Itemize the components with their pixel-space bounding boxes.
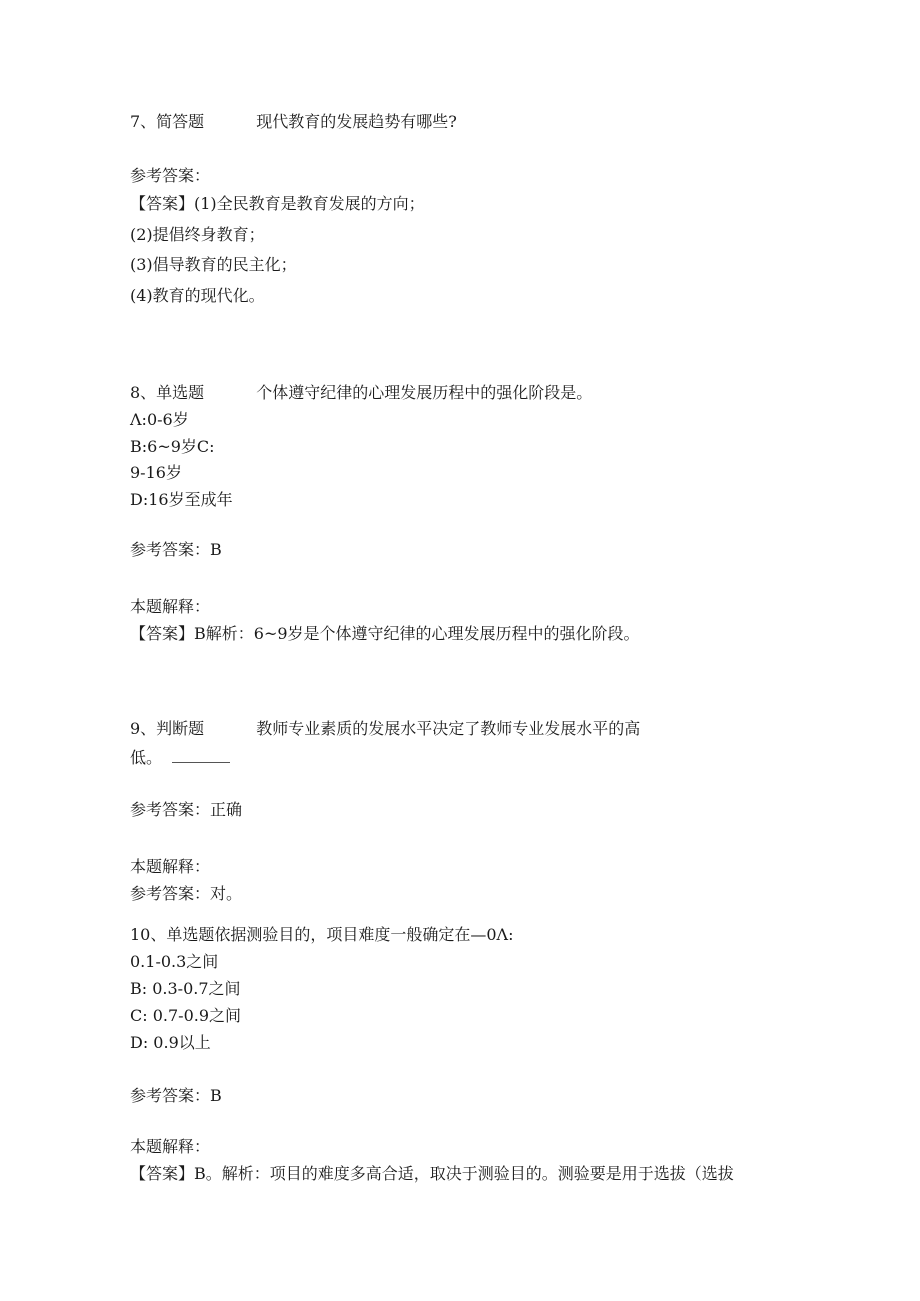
q7-answer-line-3: (3)倡导教育的民主化； [130,255,297,274]
q10-explain-text: 【答案】B。解析：项目的难度多高合适，取决于测验目的。测验要是用于选拔（选拔 [130,1164,734,1183]
q9-heading [130,719,640,739]
q9-question-text: 教师专业素质的发展水平决定了教师专业发展水平的高 [256,719,641,738]
q8-option-a: Λ:0-6岁 [130,410,189,429]
q8-question-text: 个体遵守纪律的心理发展历程中的强化阶段是。 [256,383,593,402]
q8-option-b-c: B:6~9岁C: [130,437,215,456]
q9-label: 9、判断题 [130,719,205,738]
q10-ref-answer: 参考答案：B [130,1086,222,1105]
q10-option-b: B: 0.3-0.7之间 [130,979,241,998]
q9-explain-label: 本题解释： [130,857,211,876]
q9-ref-answer: 参考答案：正确 [130,800,243,819]
q8-heading [130,383,592,403]
q8-option-c-cont: 9-16岁 [130,463,182,482]
q7-heading [130,112,457,132]
q7-label: 7、简答题 [130,112,205,131]
q7-answer-line-4: (4)教育的现代化。 [130,286,265,305]
q8-label: 8、单选题 [130,383,205,402]
q10-option-a: 0.1-0.3之间 [130,952,219,971]
q8-ref-answer: 参考答案：B [130,540,222,559]
q7-answer-line-2: (2)提倡终身教育； [130,225,265,244]
q9-answer-blank [172,750,230,763]
q8-option-d: D:16岁至成年 [130,490,233,509]
q8-explain-text: 【答案】B解析：6~9岁是个体遵守纪律的心理发展历程中的强化阶段。 [130,624,640,643]
q7-question-text: 现代教育的发展趋势有哪些? [256,112,457,131]
q10-option-c: C: 0.7-0.9之间 [130,1006,242,1025]
q7-ref-answer-label: 参考答案： [130,166,211,185]
q9-question-cont [130,748,230,768]
q9-explain-text: 参考答案：对。 [130,884,243,903]
q10-option-d: D: 0.9以上 [130,1033,211,1052]
q7-answer-line-1: 【答案】(1)全民教育是教育发展的方向； [130,194,425,213]
q10-explain-label: 本题解释： [130,1137,211,1156]
q8-explain-label: 本题解释： [130,597,211,616]
q9-question-text-cont: 低。 [130,748,163,767]
q10-heading: 10、单选题依据测验目的，项目难度一般确定在—0Λ: [130,925,514,944]
